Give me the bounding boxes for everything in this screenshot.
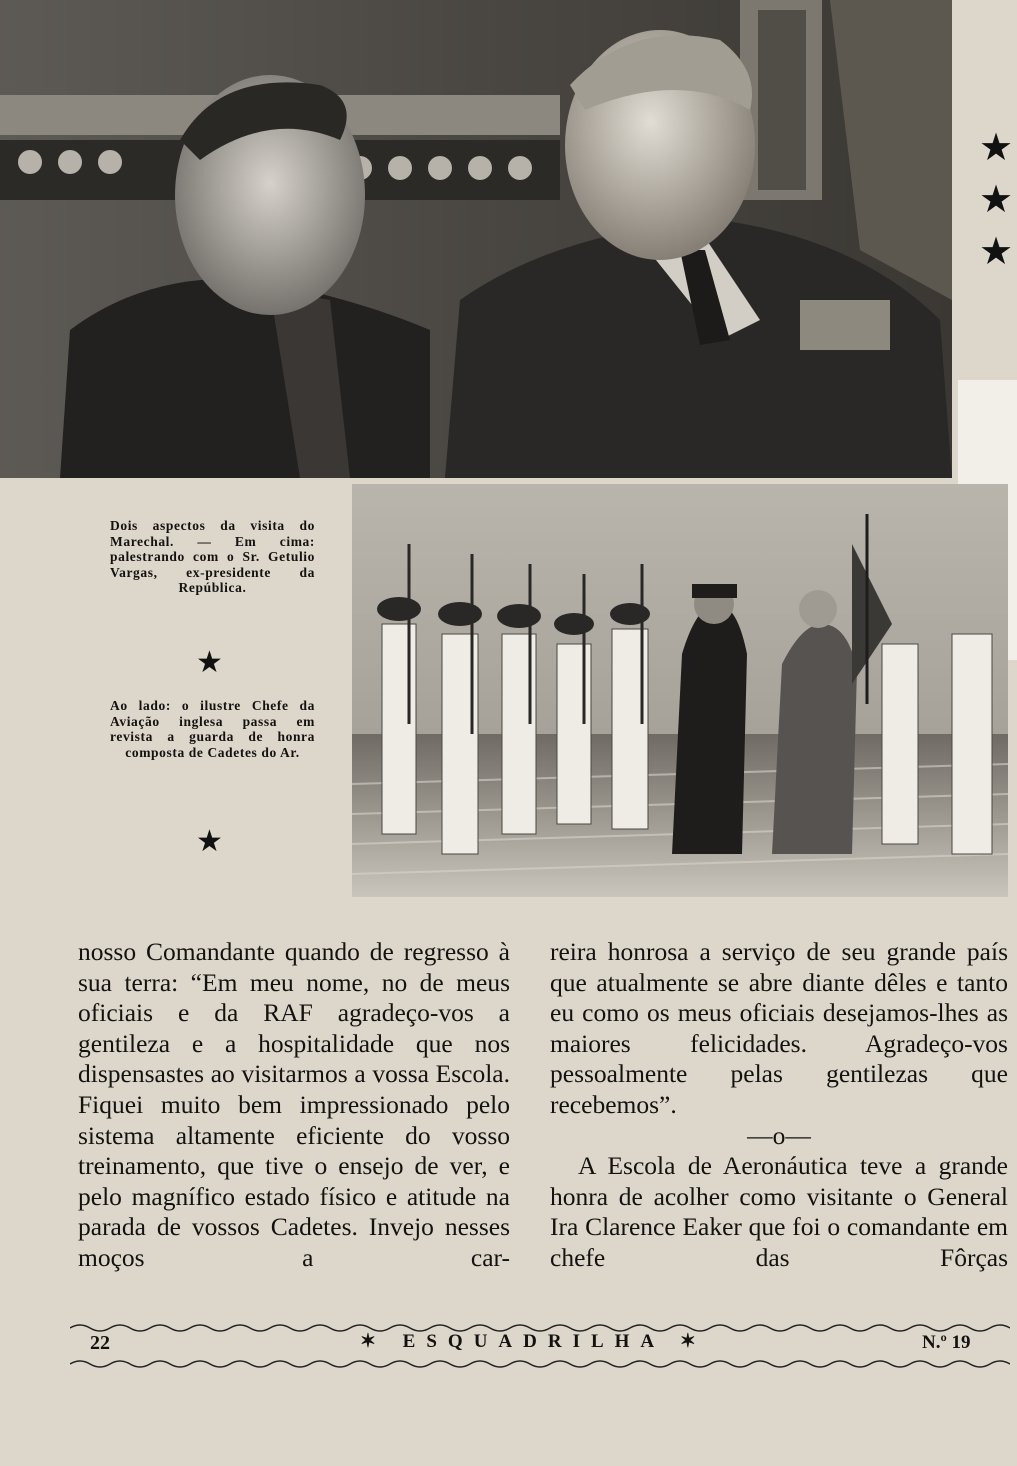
star-icon: ★ bbox=[978, 127, 1014, 169]
page-number: 22 bbox=[90, 1332, 110, 1354]
article-paragraph: nosso Comandante quando de regresso à sua terra: “Em meu nome, no de meus oficiais e da RAF agradeço-vos a gentileza e a hospitalidade que nos dispensastes ao visitarmos a vossa Escola. Fiquei muito bem impressionado pelo sistema altamente eficiente do vosso treinamento, que tive o ensejo de ver, e pelo magnífico estado físico e atitude na parada de vossos Cadetes. Invejo nesses moços a car- bbox=[78, 937, 510, 1272]
photo-honor-guard bbox=[352, 484, 1008, 897]
photo-caption-top: Dois aspectos da visita do Marechal. — Em cima: palestrando com o Sr. Getulio Vargas, ex-presidente da República. bbox=[110, 518, 315, 596]
issue-number: N.º 19 bbox=[922, 1332, 971, 1353]
decorative-stars bbox=[978, 122, 1014, 278]
magazine-title: ✶ ESQUADRILHA ✶ bbox=[360, 1331, 707, 1352]
star-icon: ★ bbox=[196, 825, 223, 858]
photo-caption-bottom: Ao lado: o ilustre Chefe da Aviação inglesa passa em revista a guarda de honra composta de Cadetes do Ar. bbox=[110, 698, 315, 760]
article-column-left bbox=[78, 937, 510, 1313]
article-paragraph: A Escola de Aeronáutica teve a grande honra de acolher como visitante o General Ira Clarence Eaker que foi o comandante em chefe das Fôrças bbox=[550, 1151, 1008, 1272]
article-column-right bbox=[550, 937, 1008, 1313]
section-separator: —o— bbox=[747, 1120, 811, 1150]
star-icon: ★ bbox=[978, 179, 1014, 221]
star-icon: ★ bbox=[196, 646, 223, 679]
star-icon: ★ bbox=[978, 231, 1014, 273]
photo-vargas-meeting bbox=[0, 0, 952, 478]
page-footer bbox=[70, 1318, 1010, 1374]
article-paragraph: reira honrosa a serviço de seu grande país que atualmente se abre diante dêles e tanto eu como os meus oficiais desejamos-lhes as maiores felicidades. Agradeço-vos pessoalmente pelas gentilezas que recebemos”. bbox=[550, 937, 1008, 1119]
